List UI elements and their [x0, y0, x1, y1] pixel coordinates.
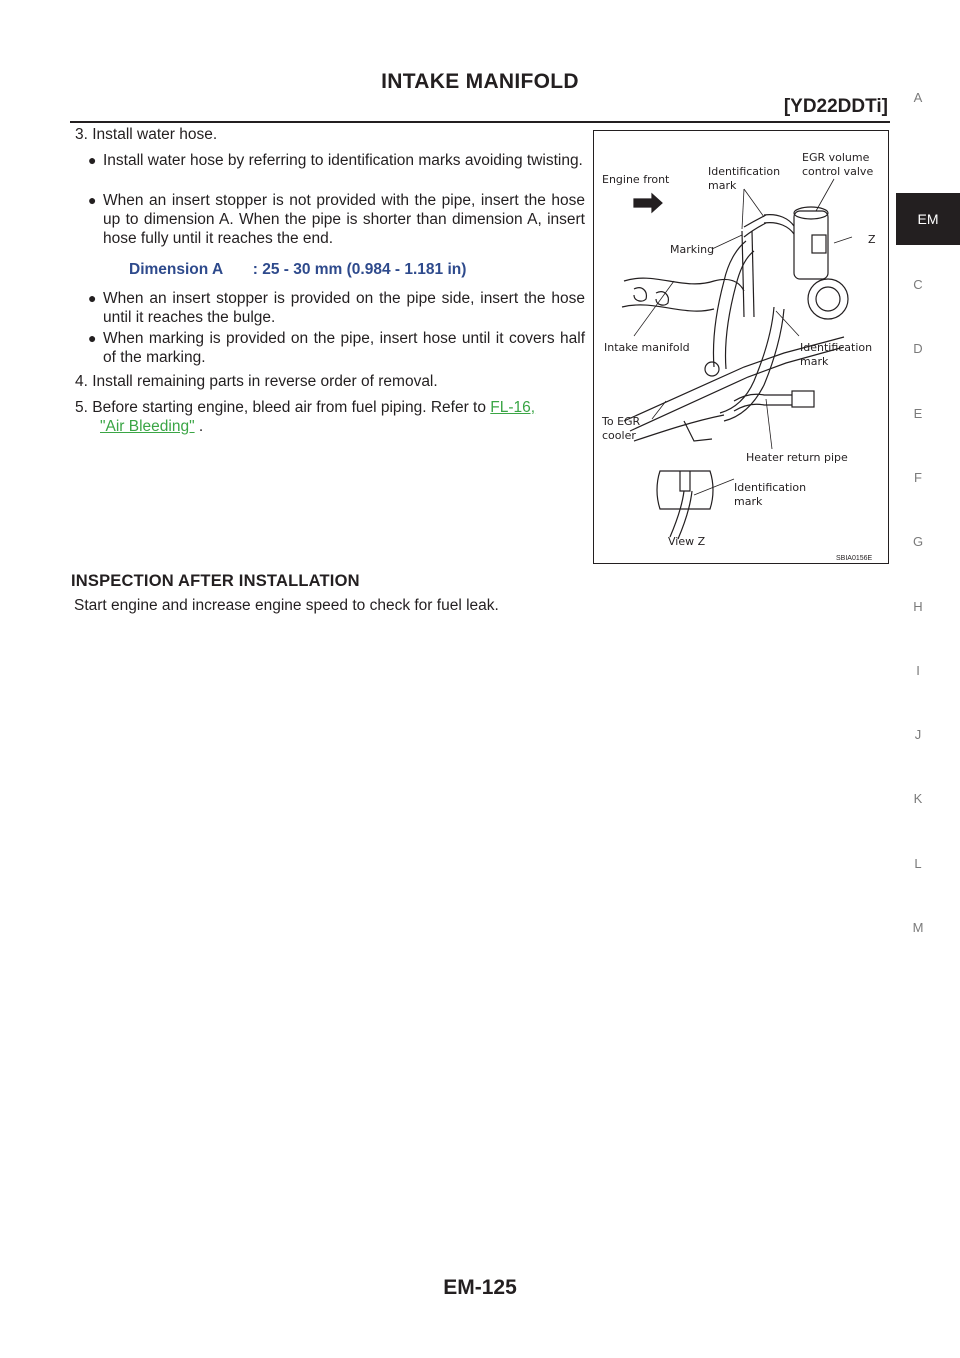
chapter-tab-e[interactable]: E	[913, 405, 923, 421]
section-text: Start engine and increase engine speed to check for fuel leak.	[74, 597, 499, 614]
label-egr-valve: EGR volume	[802, 151, 870, 164]
spec-value: : 25 - 30 mm (0.984 - 1.181 in)	[252, 261, 467, 278]
step-3: 3. Install water hose.	[75, 126, 218, 143]
step-5-text: 5. Before starting engine, bleed air from fuel piping. Refer to	[75, 399, 491, 416]
label-heater-return-pipe: Heater return pipe	[746, 451, 848, 464]
bullet-text: When an insert stopper is provided on the pipe side, insert the hose until it reaches the bulge.	[103, 290, 585, 326]
step-5-end: .	[194, 418, 204, 435]
header-divider	[70, 121, 890, 123]
chapter-tab-j[interactable]: J	[914, 727, 922, 743]
chapter-tab-m[interactable]: M	[912, 920, 924, 935]
bullet-item	[88, 289, 585, 327]
bullet-icon: ●	[88, 152, 97, 168]
label-identification-mark-right: Identification	[800, 341, 873, 354]
fl-16-link[interactable]: FL-16,	[490, 399, 536, 416]
chapter-tab-a[interactable]: A	[913, 90, 923, 105]
chapter-tab-c[interactable]: C	[913, 277, 923, 292]
hose-installation-figure	[593, 130, 889, 564]
section-heading: INSPECTION AFTER INSTALLATION	[71, 572, 360, 590]
step-5	[75, 398, 590, 436]
spec-label: Dimension A	[129, 261, 223, 278]
dimension-spec	[129, 261, 466, 279]
chapter-tab-f[interactable]: F	[914, 469, 922, 485]
chapter-tab-d[interactable]: D	[913, 341, 923, 357]
page-title: INTAKE MANIFOLD	[381, 70, 579, 93]
label-engine-front: Engine front	[602, 173, 670, 186]
label-identification-mark-bottom: Identification	[734, 481, 807, 494]
bullet-text: Install water hose by referring to identification marks avoiding twisting.	[103, 152, 583, 169]
label-to-egr-cooler: cooler	[602, 429, 636, 442]
label-identification-mark-top: mark	[708, 179, 737, 192]
label-identification-mark-top: Identification	[708, 165, 781, 178]
figure-labels	[601, 151, 876, 548]
chapter-tab-l[interactable]: L	[914, 855, 922, 871]
label-to-egr-cooler: To EGR	[602, 415, 641, 428]
page-number: EM-125	[443, 1276, 517, 1299]
label-identification-mark-right: mark	[800, 355, 829, 368]
chapter-tab-active[interactable]: EM	[896, 193, 960, 245]
bullet-icon: ●	[88, 290, 97, 306]
label-intake-manifold: Intake manifold	[604, 341, 690, 354]
bullet-item	[88, 329, 585, 367]
label-marking: Marking	[670, 243, 715, 256]
step-4: 4. Install remaining parts in reverse order of removal.	[75, 373, 438, 390]
egr-valve-shape	[794, 211, 828, 279]
label-egr-valve: control valve	[802, 165, 874, 178]
chapter-tab-k[interactable]: K	[913, 791, 923, 807]
engine-front-arrow-icon	[634, 194, 662, 212]
air-bleeding-link[interactable]: "Air Bleeding"	[100, 418, 195, 435]
label-view-z: View Z	[668, 535, 706, 548]
bullet-item	[88, 191, 585, 248]
bullet-icon: ●	[88, 330, 97, 346]
bullet-icon: ●	[88, 192, 97, 208]
bullet-item	[88, 151, 585, 170]
bullet-text: When an insert stopper is not provided with the pipe, insert the hose up to dimension A. When the pipe is shorter than dimension A, insert hose fully until it reaches the end.	[103, 192, 585, 247]
engine-hose-diagram	[594, 131, 890, 565]
engine-model-subtitle: [YD22DDTi]	[783, 96, 888, 117]
bullet-text: When marking is provided on the pipe, insert hose until it covers half of the marking.	[103, 330, 585, 366]
label-identification-mark-bottom: mark	[734, 495, 763, 508]
chapter-tab-i[interactable]: I	[916, 662, 920, 678]
chapter-tab-h[interactable]: H	[913, 598, 923, 614]
chapter-tab-g[interactable]: G	[912, 534, 924, 550]
figure-code: SBIA0156E	[836, 555, 873, 562]
label-z: Z	[868, 233, 876, 246]
